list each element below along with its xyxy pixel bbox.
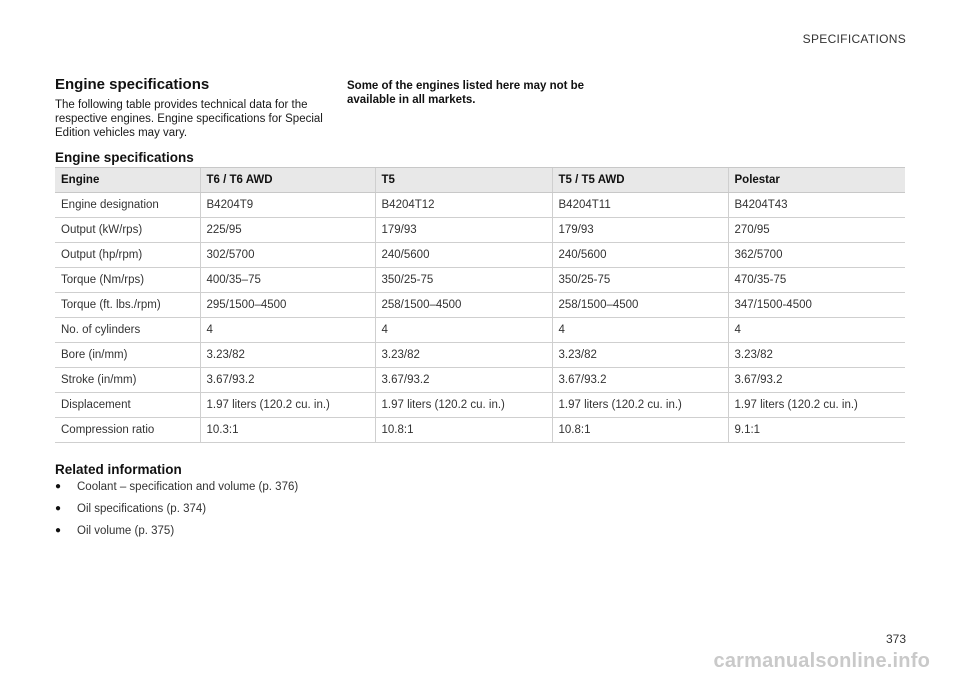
value-cell: 4 xyxy=(728,318,905,343)
table-row xyxy=(55,418,905,443)
bullet-icon: ● xyxy=(55,525,62,536)
value-cell: 179/93 xyxy=(552,218,728,243)
table-row xyxy=(55,318,905,343)
value-cell: 1.97 liters (120.2 cu. in.) xyxy=(728,393,905,418)
value-cell: 3.67/93.2 xyxy=(552,368,728,393)
value-cell: 470/35-75 xyxy=(728,268,905,293)
value-cell: 225/95 xyxy=(200,218,375,243)
value-cell: B4204T11 xyxy=(552,193,728,218)
running-head: SPECIFICATIONS xyxy=(802,32,906,46)
value-cell: 3.67/93.2 xyxy=(728,368,905,393)
row-label-cell: Bore (in/mm) xyxy=(55,343,200,368)
column-header-engine: Engine xyxy=(55,168,200,193)
row-label-cell: Output (kW/rps) xyxy=(55,218,200,243)
watermark: carmanualsonline.info xyxy=(713,650,930,672)
value-cell: 295/1500–4500 xyxy=(200,293,375,318)
row-label-cell: Torque (Nm/rps) xyxy=(55,268,200,293)
related-link-oil-specifications[interactable] xyxy=(55,502,298,524)
row-label-cell: Compression ratio xyxy=(55,418,200,443)
related-information-list xyxy=(55,480,298,546)
value-cell: 10.8:1 xyxy=(552,418,728,443)
section-title: Engine specifications xyxy=(55,76,210,93)
row-label-cell: No. of cylinders xyxy=(55,318,200,343)
related-link-label: Oil volume (p. 375) xyxy=(77,525,175,537)
table-row xyxy=(55,343,905,368)
value-cell: 302/5700 xyxy=(200,243,375,268)
value-cell: 9.1:1 xyxy=(728,418,905,443)
related-link-label: Oil specifications (p. 374) xyxy=(77,503,207,515)
table-row xyxy=(55,268,905,293)
table-row xyxy=(55,368,905,393)
row-label-cell: Displacement xyxy=(55,393,200,418)
value-cell: 1.97 liters (120.2 cu. in.) xyxy=(200,393,375,418)
table-row xyxy=(55,293,905,318)
value-cell: 3.67/93.2 xyxy=(375,368,552,393)
row-label-cell: Engine designation xyxy=(55,193,200,218)
value-cell: 270/95 xyxy=(728,218,905,243)
column-header-polestar: Polestar xyxy=(728,168,905,193)
value-cell: 10.3:1 xyxy=(200,418,375,443)
value-cell: 4 xyxy=(200,318,375,343)
table-row xyxy=(55,218,905,243)
column-header-t5: T5 xyxy=(375,168,552,193)
value-cell: 240/5600 xyxy=(375,243,552,268)
column-header-t5-awd: T5 / T5 AWD xyxy=(552,168,728,193)
related-link-oil-volume[interactable] xyxy=(55,524,298,546)
value-cell: 179/93 xyxy=(375,218,552,243)
related-link-label: Coolant – specification and volume (p. 376) xyxy=(77,481,299,493)
engine-specifications-table xyxy=(55,167,905,443)
value-cell: 258/1500–4500 xyxy=(552,293,728,318)
value-cell: 347/1500-4500 xyxy=(728,293,905,318)
value-cell: 3.23/82 xyxy=(728,343,905,368)
value-cell: 4 xyxy=(375,318,552,343)
value-cell: 3.23/82 xyxy=(375,343,552,368)
bullet-icon: ● xyxy=(55,481,62,492)
column-header-t6-awd: T6 / T6 AWD xyxy=(200,168,375,193)
page-number: 373 xyxy=(885,632,906,646)
availability-note: Some of the engines listed here may not be available in all markets. xyxy=(347,80,585,106)
row-label-cell: Torque (ft. lbs./rpm) xyxy=(55,293,200,318)
value-cell: B4204T12 xyxy=(375,193,552,218)
value-cell: 350/25-75 xyxy=(552,268,728,293)
value-cell: 350/25-75 xyxy=(375,268,552,293)
table-row xyxy=(55,243,905,268)
bullet-icon: ● xyxy=(55,503,62,514)
table-title: Engine specifications xyxy=(55,150,194,165)
table-header-row xyxy=(55,168,905,193)
table-row xyxy=(55,393,905,418)
related-information-title: Related information xyxy=(55,462,182,477)
row-label-cell: Stroke (in/mm) xyxy=(55,368,200,393)
value-cell: 1.97 liters (120.2 cu. in.) xyxy=(375,393,552,418)
value-cell: 400/35–75 xyxy=(200,268,375,293)
value-cell: 362/5700 xyxy=(728,243,905,268)
related-link-coolant[interactable] xyxy=(55,480,298,502)
intro-paragraph: The following table provides technical data for the respective engines. Engine specifications for Special Edition vehicles may vary. xyxy=(55,99,323,139)
value-cell: 1.97 liters (120.2 cu. in.) xyxy=(552,393,728,418)
row-label-cell: Output (hp/rpm) xyxy=(55,243,200,268)
value-cell: 4 xyxy=(552,318,728,343)
value-cell: B4204T43 xyxy=(728,193,905,218)
value-cell: 10.8:1 xyxy=(375,418,552,443)
value-cell: 3.67/93.2 xyxy=(200,368,375,393)
value-cell: B4204T9 xyxy=(200,193,375,218)
value-cell: 3.23/82 xyxy=(552,343,728,368)
value-cell: 240/5600 xyxy=(552,243,728,268)
value-cell: 3.23/82 xyxy=(200,343,375,368)
table-row xyxy=(55,193,905,218)
value-cell: 258/1500–4500 xyxy=(375,293,552,318)
